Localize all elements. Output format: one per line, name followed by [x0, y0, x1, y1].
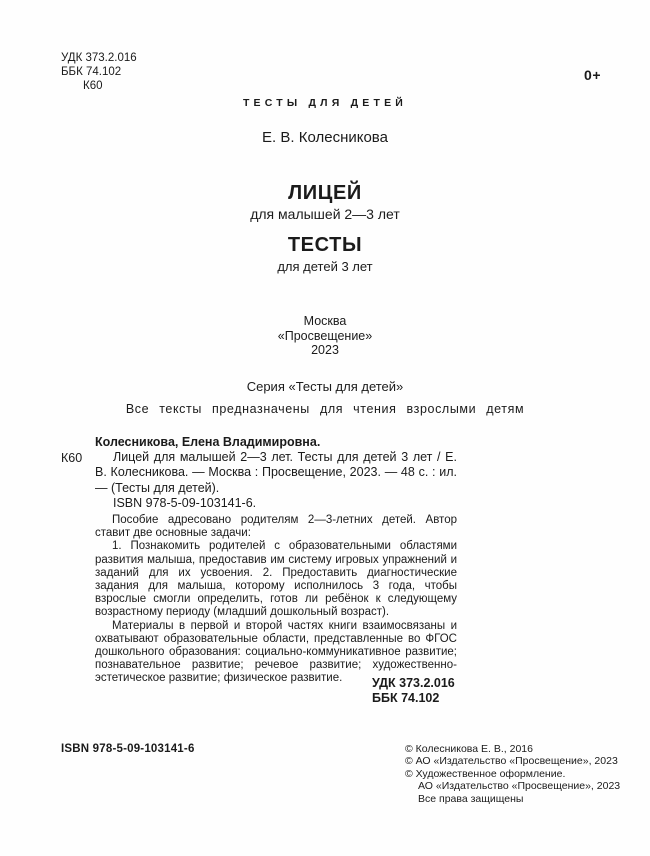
annotation-paragraph: 1. Познакомить родителей с образовательными областями развития малыша, предоставив им систему игровых упражнений и заданий для их усвоения. 2. Предоставить диагностические задания для малыша, которому исполнилось 3 года, чтобы взрослые смогли определить, готов ли ребёнок к следующему возрастному периоду (младший дошкольный возраст).: [95, 540, 457, 619]
bibliographic-record: [60, 435, 457, 686]
series-header: ТЕСТЫ ДЛЯ ДЕТЕЙ: [242, 97, 408, 109]
annotation-block: [60, 514, 457, 686]
annotation-paragraph: Пособие адресовано родителям 2—3-летних детей. Автор ставит две основные задачи:: [95, 514, 457, 540]
book-title-subtitle: для малышей 2—3 лет: [250, 206, 400, 222]
bbk-number-footer: ББК 74.102: [372, 691, 440, 705]
classification-footer-block: [372, 676, 455, 706]
imprint-block: [0, 314, 650, 358]
biblio-description: Лицей для малышей 2—3 лет. Тесты для детей 3 лет / Е. В. Колесникова. — Москва : Просвещение, 2023. — 48 с. : ил. — (Тесты для детей).: [95, 450, 457, 495]
book-title-main: ЛИЦЕЙ: [288, 182, 362, 204]
copyright-block: [405, 743, 620, 805]
copyright-line: © Художественное оформление.: [405, 767, 566, 780]
author-name: Е. В. Колесникова: [262, 129, 388, 146]
classification-block: [61, 51, 137, 93]
copyright-line: © АО «Издательство «Просвещение», 2023: [405, 755, 618, 768]
series-line: Серия «Тесты для детей»: [246, 379, 404, 394]
imprint-city: Москва: [303, 314, 347, 328]
biblio-isbn-line: ISBN 978-5-09-103141-6.: [113, 495, 257, 510]
book-title-second-subtitle: для детей 3 лет: [277, 259, 373, 274]
udk-number-footer: УДК 373.2.016: [372, 676, 455, 690]
copyright-line: Все права защищены: [418, 792, 524, 805]
imprint-publisher: «Просвещение»: [277, 328, 373, 343]
biblio-author-sign: К60: [61, 451, 83, 465]
age-rating-badge: 0+: [584, 67, 601, 83]
author-sign: К60: [83, 80, 103, 92]
biblio-author-heading: Колесникова, Елена Владимировна.: [95, 435, 321, 449]
bbk-number: ББК 74.102: [61, 66, 122, 78]
reading-note-line: Все тексты предназначены для чтения взрослыми детям: [125, 402, 525, 416]
imprint-year: 2023: [311, 343, 339, 357]
title-block: [0, 182, 650, 274]
udk-number: УДК 373.2.016: [61, 52, 137, 64]
annotation-paragraph: Материалы в первой и второй частях книги взаимосвязаны и охватывают образовательные области, представленные во ФГОС дошкольного образования: социально-коммуникативное развитие; познавательное развитие; речевое развитие; художественно-эстетическое развитие; физическое развитие.: [95, 619, 457, 685]
isbn-footer: ISBN 978-5-09-103141-6: [61, 743, 195, 755]
book-title-second: ТЕСТЫ: [287, 234, 363, 256]
copyright-line: АО «Издательство «Просвещение», 2023: [418, 780, 621, 793]
copyright-line: © Колесникова Е. В., 2016: [405, 743, 533, 755]
